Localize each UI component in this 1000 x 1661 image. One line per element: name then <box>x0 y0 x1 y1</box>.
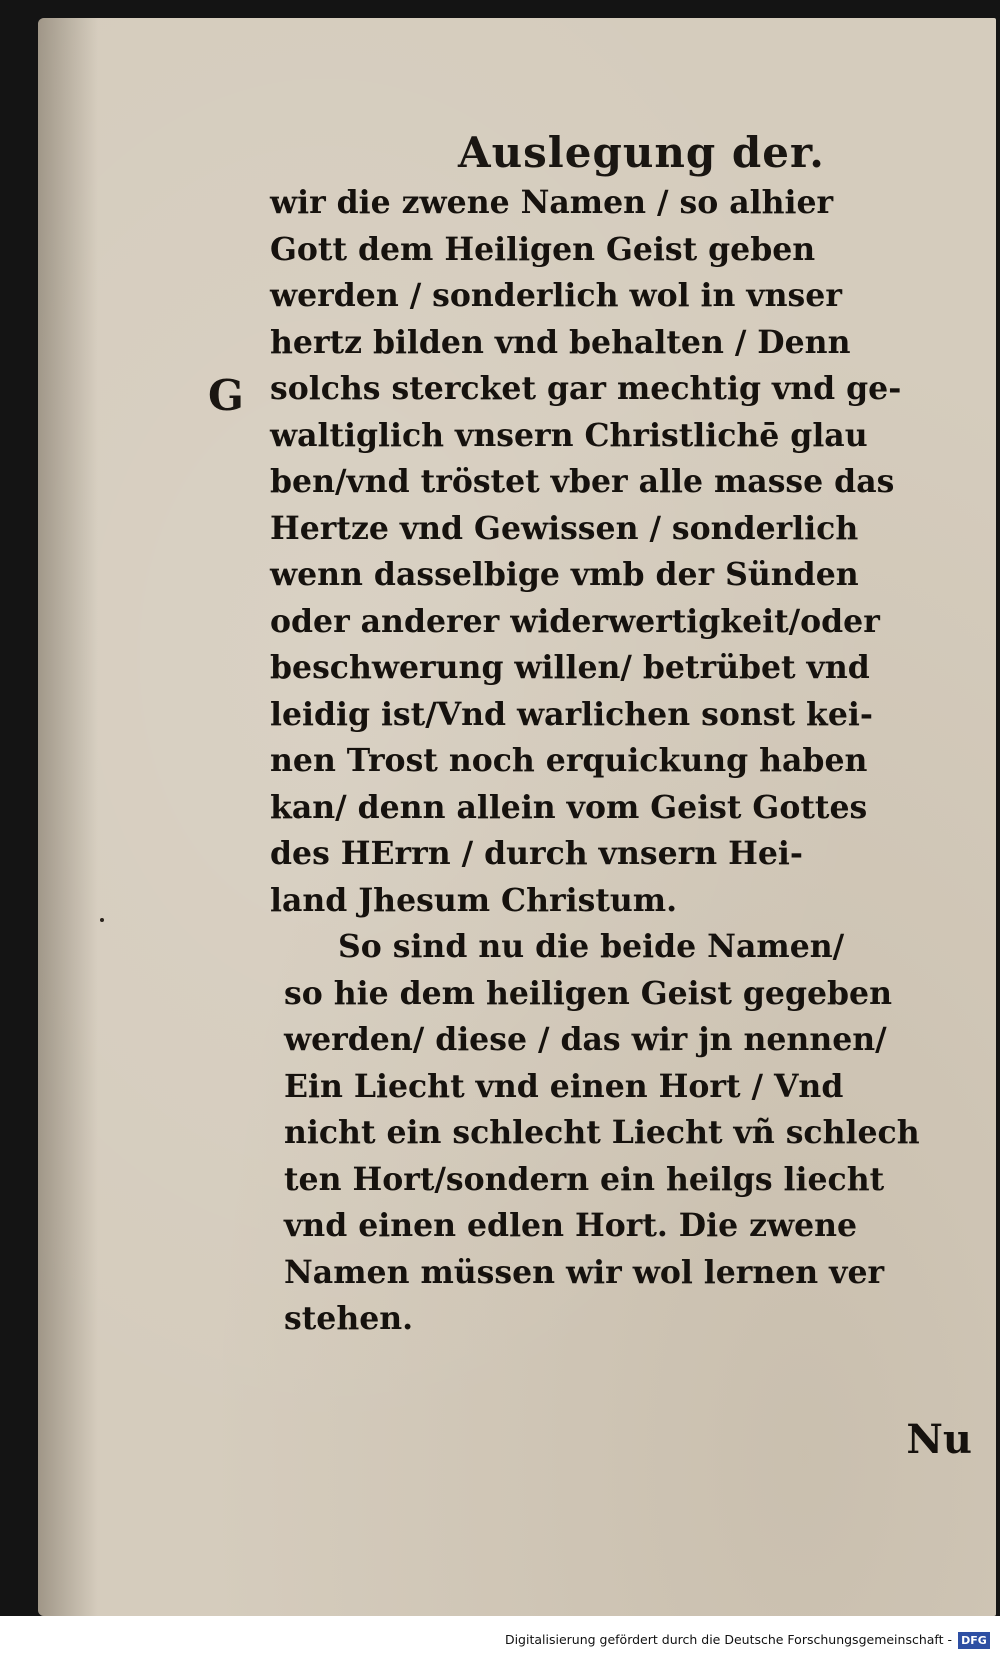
page-spine-shadow <box>38 18 98 1616</box>
text-line: hertz bilden vnd behalten / Denn <box>270 323 851 361</box>
book-page <box>38 18 996 1616</box>
text-line: nicht ein schlecht Liecht vñ schlech <box>284 1114 920 1151</box>
text-line: land Jhesum Christum. <box>270 881 678 919</box>
text-line: leidig ist/Vnd warlichen sonst kei- <box>270 695 873 733</box>
text-line: nen Trost noch erquickung haben <box>270 742 868 779</box>
text-line: ben/vnd tröstet vber alle masse das <box>270 463 895 500</box>
text-line: So sind nu die beide Namen/ <box>338 928 845 965</box>
text-line: waltiglich vnsern Christlichē glau <box>270 416 868 454</box>
text-line: wir die zwene Namen / so alhier <box>270 184 834 221</box>
text-line: Ein Liecht vnd einen Hort / Vnd <box>284 1067 844 1105</box>
text-line: stehen. <box>284 1300 414 1337</box>
text-line: oder anderer widerwertigkeit/oder <box>270 602 880 640</box>
ink-speck <box>100 918 104 922</box>
text-line: Hertze vnd Gewissen / sonderlich <box>270 509 859 547</box>
text-line: werden/ diese / das wir jn nennen/ <box>284 1021 887 1058</box>
text-line: Namen müssen wir wol lernen ver <box>284 1253 885 1291</box>
text-line: so hie dem heiligen Geist gegeben <box>284 974 892 1012</box>
catchword: Nu <box>906 1416 972 1463</box>
digitization-credit: Digitalisierung gefördert durch die Deutsche Forschungsgemeinschaft - <box>504 1632 952 1647</box>
running-head: Auslegung der. <box>458 128 825 177</box>
text-line: vnd einen edlen Hort. Die zwene <box>284 1207 858 1244</box>
text-line: werden / sonderlich wol in vnser <box>270 277 842 314</box>
footer-bar <box>0 1616 1000 1661</box>
text-line: ten Hort/sondern ein heilgs liecht <box>284 1160 885 1198</box>
body-text <box>270 180 996 1343</box>
text-line: beschwerung willen/ betrübet vnd <box>270 649 870 686</box>
text-line: wenn dasselbige vmb der Sünden <box>270 556 859 593</box>
dfg-logo: DFG <box>958 1632 990 1649</box>
text-line: Gott dem Heiligen Geist geben <box>270 230 816 268</box>
text-line: des HErrn / durch vnsern Hei- <box>270 835 803 872</box>
text-line: kan/ denn allein vom Geist Gottes <box>270 788 868 826</box>
marginal-note: G <box>208 371 244 420</box>
text-line: solchs stercket gar mechtig vnd ge- <box>270 370 902 407</box>
